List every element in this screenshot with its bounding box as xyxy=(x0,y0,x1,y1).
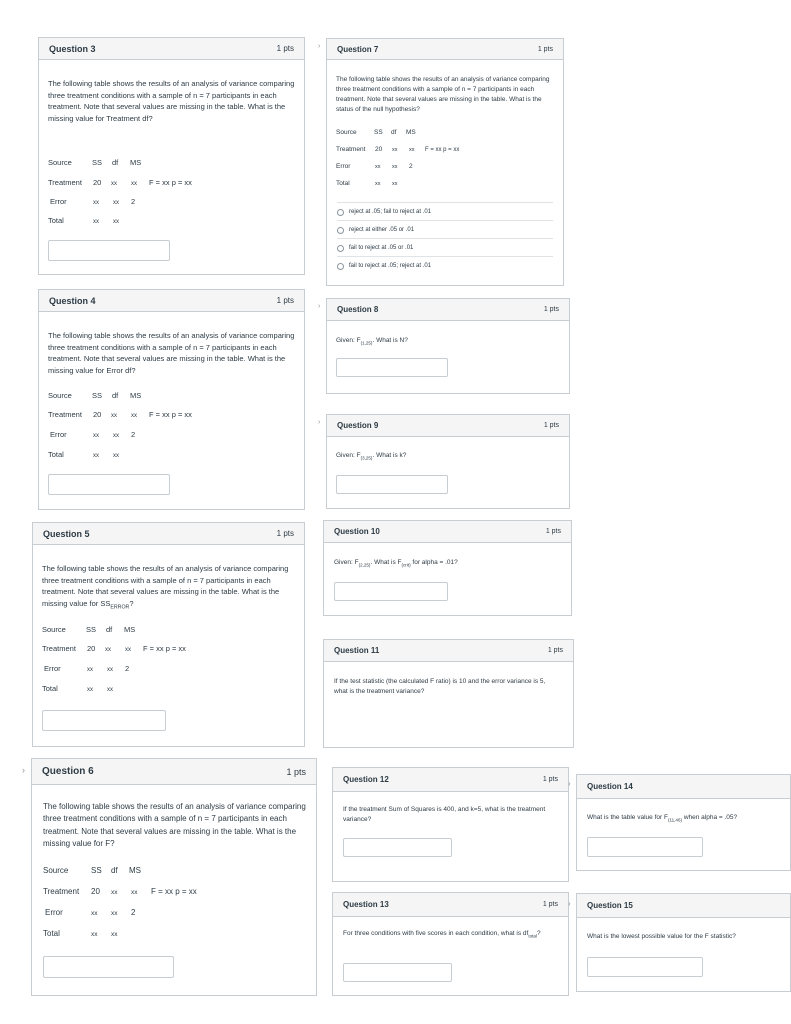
question-3-card xyxy=(38,37,305,275)
points-label: 1 pts xyxy=(547,647,563,654)
answer-input[interactable] xyxy=(336,358,448,377)
question-title: Question 13 xyxy=(343,900,389,909)
question-text: The following table shows the results of an analysis of variance comparing three treatment conditions with a sample of n = 7 participants in each treatment. Note that several values are missing in the table. What is the missing value for F? xyxy=(43,802,306,849)
question-4-header xyxy=(39,290,304,312)
question-text: What is the lowest possible value for the F statistic? xyxy=(587,933,736,940)
table-row: Error xx xx 2 xyxy=(50,430,136,439)
question-10-card xyxy=(323,520,572,616)
table-row: Source SS df MS xyxy=(48,391,142,400)
answer-option[interactable] xyxy=(337,220,553,239)
question-7-header xyxy=(327,39,563,60)
question-10-header xyxy=(324,521,571,543)
table-row: Total xx xx xyxy=(43,929,118,938)
points-label: 1 pts xyxy=(545,528,561,535)
question-text: If the treatment Sum of Squares is 400, and k=5, what is the treatment variance? xyxy=(343,806,546,824)
question-5-card xyxy=(32,522,305,747)
radio-button[interactable] xyxy=(337,245,344,252)
table-row: Treatment 20 xx xx F = xx p = xx xyxy=(48,178,192,187)
question-9-card xyxy=(326,414,570,509)
answer-option[interactable] xyxy=(337,256,553,275)
question-title: Question 5 xyxy=(43,528,90,539)
question-3-header xyxy=(39,38,304,60)
question-15-card xyxy=(576,893,791,992)
table-row: Total xx xx xyxy=(42,684,113,693)
radio-button[interactable] xyxy=(337,209,344,216)
answer-input[interactable] xyxy=(48,474,170,495)
question-12-header xyxy=(333,768,568,792)
question-text: Given: $F_{(2,25)}$. What is $F_{(crit)}$ for alpha = .01? xyxy=(334,559,458,568)
table-row: Error xx xx 2 xyxy=(50,197,136,206)
answer-input[interactable] xyxy=(42,710,166,731)
table-row: Treatment 20 xx xx F = xx p = xx xyxy=(43,887,197,896)
question-title: Question 15 xyxy=(587,901,633,910)
question-14-header xyxy=(577,775,790,799)
points-label: 1 pts xyxy=(276,44,294,53)
question-13-card xyxy=(332,892,569,996)
chevron-right-icon: › xyxy=(568,899,571,908)
table-row: Total xx xx xyxy=(48,450,119,459)
table-row: Treatment 20 xx xx F = xx p = xx xyxy=(48,410,192,419)
points-label: 1 pts xyxy=(286,766,306,777)
table-row: Treatment 20 xx xx F = xx p = xx xyxy=(336,146,460,153)
question-text: What is the table value for $F_{(11,46)}$ when alpha = .05? xyxy=(587,814,738,823)
question-text: Given: $F_{(3,25)}$. What is k? xyxy=(336,452,407,461)
question-5-header xyxy=(33,523,304,545)
question-11-card xyxy=(323,639,574,748)
question-title: Question 4 xyxy=(49,295,96,306)
question-title: Question 10 xyxy=(334,527,380,536)
question-title: Question 8 xyxy=(337,305,379,314)
table-row: Source SS df MS xyxy=(42,625,136,634)
question-title: Question 11 xyxy=(334,646,380,655)
question-4-card xyxy=(38,289,305,510)
table-row: Treatment 20 xx xx F = xx p = xx xyxy=(42,644,186,653)
question-title: Question 14 xyxy=(587,782,633,791)
question-6-header xyxy=(32,759,316,785)
chevron-right-icon: › xyxy=(318,303,321,310)
points-label: 1 pts xyxy=(537,45,553,53)
question-14-card xyxy=(576,774,791,871)
question-text: The following table shows the results of an analysis of variance comparing three treatment conditions with a sample of n = 7 participants in each treatment. Note that several values are missing in the table. What is the missing value for $SS_{ERROR}$? xyxy=(42,564,289,611)
question-8-header xyxy=(327,299,569,321)
option-label: fail to reject at .05 or .01 xyxy=(349,245,414,251)
answer-input[interactable] xyxy=(48,240,170,261)
chevron-right-icon: › xyxy=(568,779,571,788)
answer-input[interactable] xyxy=(343,838,452,857)
question-13-header xyxy=(333,893,568,917)
question-7-card xyxy=(326,38,564,286)
points-label: 1 pts xyxy=(543,422,559,429)
answer-input[interactable] xyxy=(334,582,448,601)
question-text: Given: $F_{(1,25)}$. What is N? xyxy=(336,337,408,346)
chevron-right-icon: › xyxy=(22,765,25,775)
question-15-header xyxy=(577,894,790,918)
table-row: Total xx xx xyxy=(336,180,398,187)
answer-input[interactable] xyxy=(343,963,452,982)
question-12-card xyxy=(332,767,569,882)
answer-input[interactable] xyxy=(587,957,703,977)
points-label: 1 pts xyxy=(543,306,559,313)
table-row: Source SS df MS xyxy=(48,158,142,167)
question-text: If the test statistic (the calculated F ratio) is 10 and the error variance is 5, what is the treatment variance? xyxy=(334,678,546,696)
answer-input[interactable] xyxy=(43,956,174,978)
question-title: Question 6 xyxy=(42,766,94,777)
question-title: Question 12 xyxy=(343,775,389,784)
question-9-header xyxy=(327,415,569,437)
question-text: For three conditions with five scores in each condition, what is $df_{total}$? xyxy=(343,930,541,939)
chevron-right-icon: › xyxy=(318,419,321,426)
answer-input[interactable] xyxy=(336,475,448,494)
points-label: 1 pts xyxy=(276,296,294,305)
answer-option[interactable] xyxy=(337,202,553,221)
answer-input[interactable] xyxy=(587,837,703,857)
table-row: Error xx xx 2 xyxy=(45,908,136,917)
points-label: 1 pts xyxy=(542,901,558,908)
table-row: Source SS df MS xyxy=(336,129,416,136)
answer-option[interactable] xyxy=(337,238,553,257)
radio-button[interactable] xyxy=(337,227,344,234)
question-8-card xyxy=(326,298,570,394)
table-row: Error xx xx 2 xyxy=(44,664,130,673)
question-title: Question 7 xyxy=(337,44,379,54)
table-row: Error xx xx 2 xyxy=(336,163,413,170)
question-6-card xyxy=(31,758,317,996)
table-row: Total xx xx xyxy=(48,216,119,225)
chevron-right-icon: › xyxy=(318,43,321,50)
option-label: reject at .05; fail to reject at .01 xyxy=(349,209,432,215)
question-text: The following table shows the results of an analysis of variance comparing three treatment conditions with a sample of n = 7 participants in each treatment. Note that several values are missing in the table. What is the missing value for Error df? xyxy=(48,331,295,375)
table-row: Source SS df MS xyxy=(43,866,141,875)
question-title: Question 9 xyxy=(337,421,379,430)
question-title: Question 3 xyxy=(49,43,96,54)
points-label: 1 pts xyxy=(276,529,294,538)
points-label: 1 pts xyxy=(542,776,558,783)
question-text: The following table shows the results of an analysis of variance comparing three treatment conditions with a sample of n = 7 participants in each treatment. Note that several values are missing in the table. What is the status of the null hypothesis? xyxy=(336,76,550,114)
question-text: The following table shows the results of an analysis of variance comparing three treatment conditions with a sample of n = 7 participants in each treatment. Note that several values are missing in the table. What is the missing value for Treatment df? xyxy=(48,79,295,123)
option-label: reject at either .05 or .01 xyxy=(349,227,415,233)
option-label: fail to reject at .05; reject at .01 xyxy=(349,263,432,269)
radio-button[interactable] xyxy=(337,263,344,270)
question-11-header xyxy=(324,640,573,662)
